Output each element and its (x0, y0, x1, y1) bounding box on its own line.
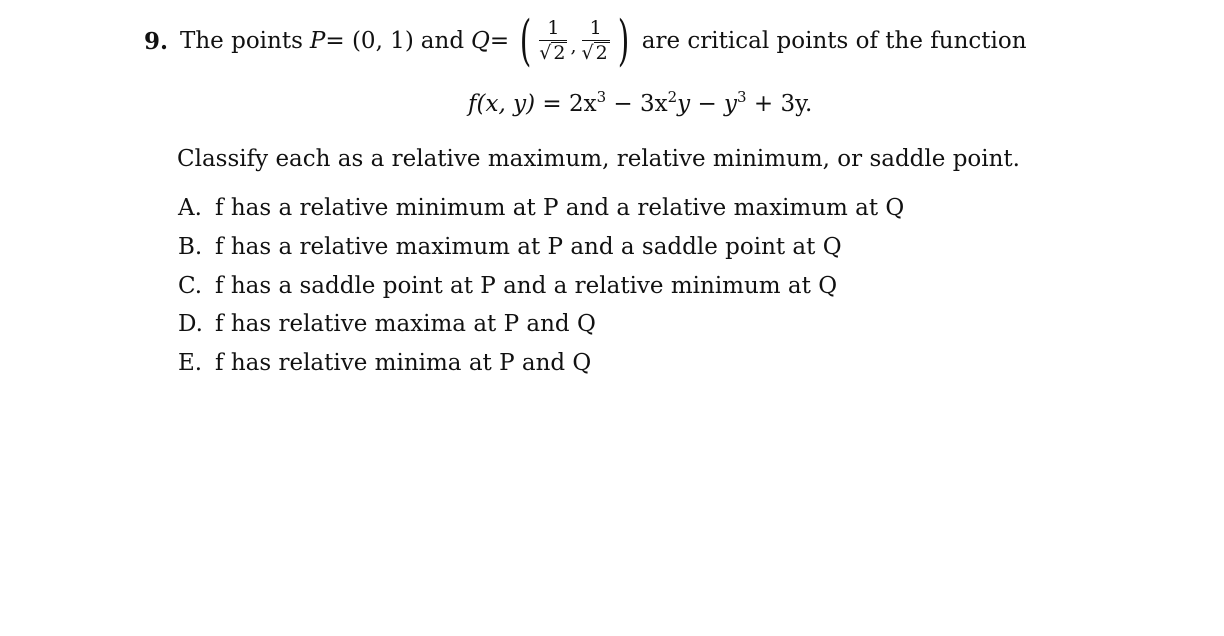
question-intro: The points (180, 28, 303, 54)
choice-text: f has relative minima at P and Q (215, 350, 592, 377)
choice-letter: D. (178, 311, 203, 338)
formula-args: (x, y) (476, 91, 536, 117)
formula-exponent-1: 3 (596, 88, 607, 106)
and-word: and (420, 28, 465, 54)
formula-f: f (468, 91, 477, 117)
formula-part-4: + 3y. (746, 91, 813, 117)
radicand: 2 (553, 42, 566, 64)
formula-exponent-3: 3 (737, 88, 747, 106)
formula-exponent-2: 2 (667, 88, 678, 106)
choice-text: f has a relative maximum at P and a saddle point at Q (215, 233, 842, 260)
choice-text: f has a relative minimum at P and a relative maximum at Q (215, 195, 905, 221)
fraction-denominator (539, 42, 567, 64)
choice-c[interactable] (178, 273, 904, 312)
point-q-label: Q (471, 28, 490, 54)
equals-sign: = (489, 28, 510, 54)
choice-a[interactable] (178, 195, 904, 234)
choice-letter: A. (178, 195, 202, 221)
fraction-y (582, 18, 610, 64)
choice-text: f has a saddle point at P and a relative minimum at Q (215, 272, 838, 299)
choice-e[interactable] (178, 350, 904, 389)
point-p-label: P (309, 28, 326, 54)
choice-text: f has relative maxima at P and Q (215, 311, 596, 338)
coordinate-comma: , (570, 35, 577, 57)
radical-sign: √ (581, 42, 594, 64)
left-paren: ( (519, 9, 532, 72)
classification-prompt: Classify each as a relative maximum, relative minimum, or saddle point. (177, 146, 1020, 172)
radicand: 2 (595, 42, 608, 64)
point-q-value (515, 9, 634, 72)
question-line (144, 9, 1027, 72)
fraction-denominator (582, 42, 610, 64)
answer-choices (178, 195, 904, 389)
choice-letter: E. (178, 350, 203, 377)
formula-part-3: y − y (677, 91, 738, 117)
question-tail: are critical points of the function (641, 28, 1027, 54)
fraction-bar (539, 40, 567, 41)
formula-part-2: − 3x (606, 91, 668, 117)
fraction-x (539, 18, 567, 64)
choice-b[interactable] (178, 234, 904, 273)
fraction-numerator: 1 (589, 17, 602, 40)
right-paren: ) (617, 9, 630, 72)
fraction-numerator: 1 (547, 17, 560, 40)
point-p-definition: = (0, 1) (325, 28, 414, 54)
choice-letter: B. (178, 233, 203, 260)
fraction-bar (582, 40, 610, 41)
choice-letter: C. (178, 272, 203, 299)
formula-part-1: = 2x (535, 91, 597, 117)
choice-d[interactable] (178, 311, 904, 350)
radical-sign: √ (539, 42, 552, 64)
question-number: 9. (144, 27, 169, 55)
function-formula (468, 88, 813, 117)
